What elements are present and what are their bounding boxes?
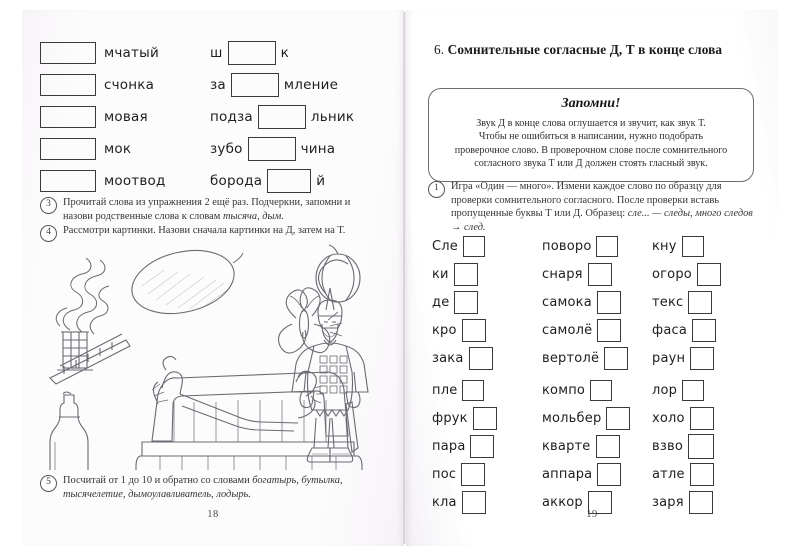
answer-blank[interactable] — [690, 463, 714, 486]
answer-blank[interactable] — [40, 106, 96, 128]
word-stem: взво — [652, 439, 683, 454]
answer-blank[interactable] — [231, 73, 279, 97]
book-gutter — [403, 12, 406, 544]
word-group-1 — [432, 234, 762, 374]
answer-blank[interactable] — [596, 435, 620, 458]
word-stem: фрук — [432, 411, 468, 426]
answer-blank[interactable] — [697, 263, 721, 286]
answer-blank[interactable] — [597, 463, 621, 486]
instruction-italic-2: много следов → след. — [451, 208, 753, 233]
exercise-instruction — [63, 196, 381, 223]
word-column-2 — [542, 234, 652, 374]
answer-blank[interactable] — [40, 42, 96, 64]
word-right-3 — [210, 105, 388, 129]
list-item — [542, 462, 652, 487]
illustration-group — [30, 242, 396, 470]
word-right-5 — [210, 169, 388, 193]
exercise-instruction — [63, 474, 381, 501]
answer-blank[interactable] — [462, 380, 484, 401]
word-stem: де — [432, 295, 450, 310]
list-item — [652, 406, 762, 431]
word-stem: пле — [432, 383, 458, 398]
word-text: счонка — [104, 76, 155, 93]
word-stem: фаса — [652, 323, 687, 338]
word-stem: огоро — [652, 267, 692, 282]
list-item — [652, 262, 762, 287]
sofa-icon — [136, 372, 362, 470]
word-text: моотвод — [104, 172, 166, 189]
answer-blank[interactable] — [40, 138, 96, 160]
bottle-icon — [50, 392, 88, 470]
word-stem: кла — [432, 495, 457, 510]
left-page — [22, 10, 404, 546]
exercise-number: 3 — [40, 197, 57, 214]
exercise-3 — [40, 196, 381, 223]
list-item — [542, 346, 652, 371]
page-number-right: 19 — [586, 509, 598, 520]
list-item — [542, 434, 652, 459]
exercise-4 — [40, 224, 345, 242]
answer-blank[interactable] — [228, 41, 276, 65]
answer-blank[interactable] — [590, 380, 612, 401]
roof-icon — [50, 334, 130, 384]
list-item — [652, 378, 762, 403]
word-text: мчатый — [104, 44, 159, 61]
word-right-1 — [210, 41, 388, 65]
answer-blank[interactable] — [690, 347, 714, 370]
word-text: мовая — [104, 108, 148, 125]
list-item — [542, 234, 652, 259]
word-suffix: чина — [300, 140, 336, 157]
word-left-5 — [40, 170, 210, 192]
word-column-1 — [432, 234, 542, 374]
answer-blank[interactable] — [688, 291, 712, 314]
word-stem: заря — [652, 495, 684, 510]
answer-blank[interactable] — [473, 407, 497, 430]
table-row — [40, 166, 388, 195]
word-left-2 — [40, 74, 210, 96]
exercise-number: 1 — [428, 181, 445, 198]
instruction-text: Прочитай слова из упражнения 2 ещё раз. Подчеркни, запомни и назови родственные слова к словам — [63, 197, 351, 222]
list-item — [432, 234, 542, 259]
instruction-text: Игра «Один — много». Измени каждое слово по образцу для проверки сомнительного согласного. После проверки вставь пропущенные буквы Т или Д. Образец: — [451, 181, 722, 220]
remember-body — [439, 117, 743, 171]
answer-blank[interactable] — [454, 291, 478, 314]
word-stem: мольбер — [542, 411, 602, 426]
word-stem: кварте — [542, 439, 591, 454]
word-stem: пос — [432, 467, 457, 482]
list-item — [542, 262, 652, 287]
list-item — [432, 262, 542, 287]
word-prefix: борода — [210, 172, 263, 189]
exercise-number: 4 — [40, 225, 57, 242]
remember-line-4: согласного звука Т или Д должен стоять гласный звук. — [474, 158, 708, 170]
instruction-text: Посчитай от 1 до 10 и обратно со словами — [63, 475, 253, 486]
answer-blank[interactable] — [690, 407, 714, 430]
word-stem: пара — [432, 439, 466, 454]
list-item — [652, 234, 762, 259]
answer-blank[interactable] — [692, 319, 716, 342]
word-right-4 — [210, 137, 388, 161]
answer-blank[interactable] — [604, 347, 628, 370]
answer-blank[interactable] — [267, 169, 311, 193]
word-stem: снаря — [542, 267, 583, 282]
section-title — [434, 42, 722, 58]
word-stem: аппара — [542, 467, 593, 482]
list-item — [542, 378, 652, 403]
word-stem: кну — [652, 239, 677, 254]
word-suffix: й — [316, 172, 326, 189]
word-prefix: ш — [210, 44, 223, 61]
table-row — [40, 38, 388, 67]
smoke-icon — [56, 258, 109, 334]
word-suffix: мление — [283, 76, 339, 93]
answer-blank[interactable] — [462, 319, 486, 342]
list-item — [432, 434, 542, 459]
instruction-italic: тысяча, дым. — [222, 210, 284, 222]
word-column-2 — [542, 378, 652, 518]
answer-blank[interactable] — [688, 434, 714, 459]
answer-blank[interactable] — [40, 74, 96, 96]
list-item — [432, 462, 542, 487]
list-item — [432, 378, 542, 403]
right-page — [406, 10, 778, 546]
remember-line-1: Звук Д в конце слова оглушается и звучит, как звук Т. — [476, 118, 706, 129]
word-prefix: за — [210, 76, 226, 93]
word-column-3 — [652, 378, 762, 518]
list-item — [652, 346, 762, 371]
exercise-5 — [40, 474, 381, 501]
answer-blank[interactable] — [597, 319, 621, 342]
answer-blank[interactable] — [40, 170, 96, 192]
list-item — [652, 462, 762, 487]
list-item — [432, 406, 542, 431]
word-stem: поворо — [542, 239, 592, 254]
remember-line-2: Чтобы не ошибиться в написании, нужно подобрать — [478, 131, 704, 143]
word-stem: зака — [432, 351, 464, 366]
section-title-text: Сомнительные согласные Д, Т в конце слова — [447, 42, 723, 57]
answer-blank[interactable] — [682, 236, 704, 257]
exercise-number: 5 — [40, 475, 57, 492]
exercise-instruction: Рассмотри картинки. Назови сначала картинки на Д, затем на Т. — [63, 225, 346, 236]
word-stem: раун — [652, 351, 686, 366]
answer-blank[interactable] — [461, 463, 485, 486]
melon-icon — [126, 242, 243, 323]
word-stem: лор — [652, 383, 678, 398]
exercise2-word-table — [40, 38, 388, 198]
word-suffix: льник — [310, 108, 355, 125]
page-number-left: 18 — [207, 509, 219, 520]
answer-blank[interactable] — [248, 137, 296, 161]
word-stem: текс — [652, 295, 684, 310]
table-row — [40, 134, 388, 163]
answer-blank[interactable] — [682, 380, 704, 401]
answer-blank[interactable] — [596, 236, 618, 257]
word-stem: ки — [432, 267, 449, 282]
word-stem: холо — [652, 411, 685, 426]
answer-blank[interactable] — [454, 263, 478, 286]
word-stem: атле — [652, 467, 685, 482]
answer-blank[interactable] — [470, 435, 494, 458]
list-item — [542, 290, 652, 315]
word-stem: самока — [542, 295, 592, 310]
list-item — [542, 318, 652, 343]
word-stem: вертолё — [542, 351, 600, 366]
answer-blank[interactable] — [588, 263, 612, 286]
instruction-italic-1: сле... — следы, — [627, 208, 693, 220]
list-item — [652, 290, 762, 315]
list-item — [542, 406, 652, 431]
answer-blank[interactable] — [597, 291, 621, 314]
instruction-italic: богатырь, бутылка, тысячелетие, дымоулавливатель, лодырь. — [63, 475, 343, 500]
word-group-2 — [432, 378, 762, 518]
word-text: мок — [104, 140, 132, 157]
answer-blank[interactable] — [469, 347, 493, 370]
answer-blank[interactable] — [463, 236, 485, 257]
section-number: 6. — [434, 42, 445, 57]
remember-line-3: проверочное слово. В проверочном слове после сомнительного — [454, 144, 728, 156]
word-prefix: подза — [210, 108, 253, 125]
word-stem: аккор — [542, 495, 583, 510]
word-left-4 — [40, 138, 210, 160]
exercise-1 — [428, 180, 763, 234]
remember-box — [428, 88, 754, 182]
word-stem: Сле — [432, 239, 458, 254]
pumpkin-icon — [316, 245, 360, 302]
word-stem: компо — [542, 383, 586, 398]
word-column-1 — [432, 378, 542, 518]
word-right-2 — [210, 73, 388, 97]
list-item — [652, 318, 762, 343]
list-item — [432, 318, 542, 343]
table-row — [40, 70, 388, 99]
word-stem: кро — [432, 323, 457, 338]
word-left-3 — [40, 106, 210, 128]
exercise-instruction — [451, 180, 763, 234]
table-row — [40, 102, 388, 131]
remember-title: Запомни! — [561, 96, 621, 111]
answer-blank[interactable] — [606, 407, 630, 430]
word-column-3 — [652, 234, 762, 374]
list-item — [432, 346, 542, 371]
list-item — [652, 434, 762, 459]
word-left-1 — [40, 42, 210, 64]
word-stem: самолё — [542, 323, 593, 338]
answer-blank[interactable] — [258, 105, 306, 129]
word-prefix: зубо — [210, 140, 243, 157]
list-item — [432, 290, 542, 315]
word-suffix: к — [280, 44, 289, 61]
